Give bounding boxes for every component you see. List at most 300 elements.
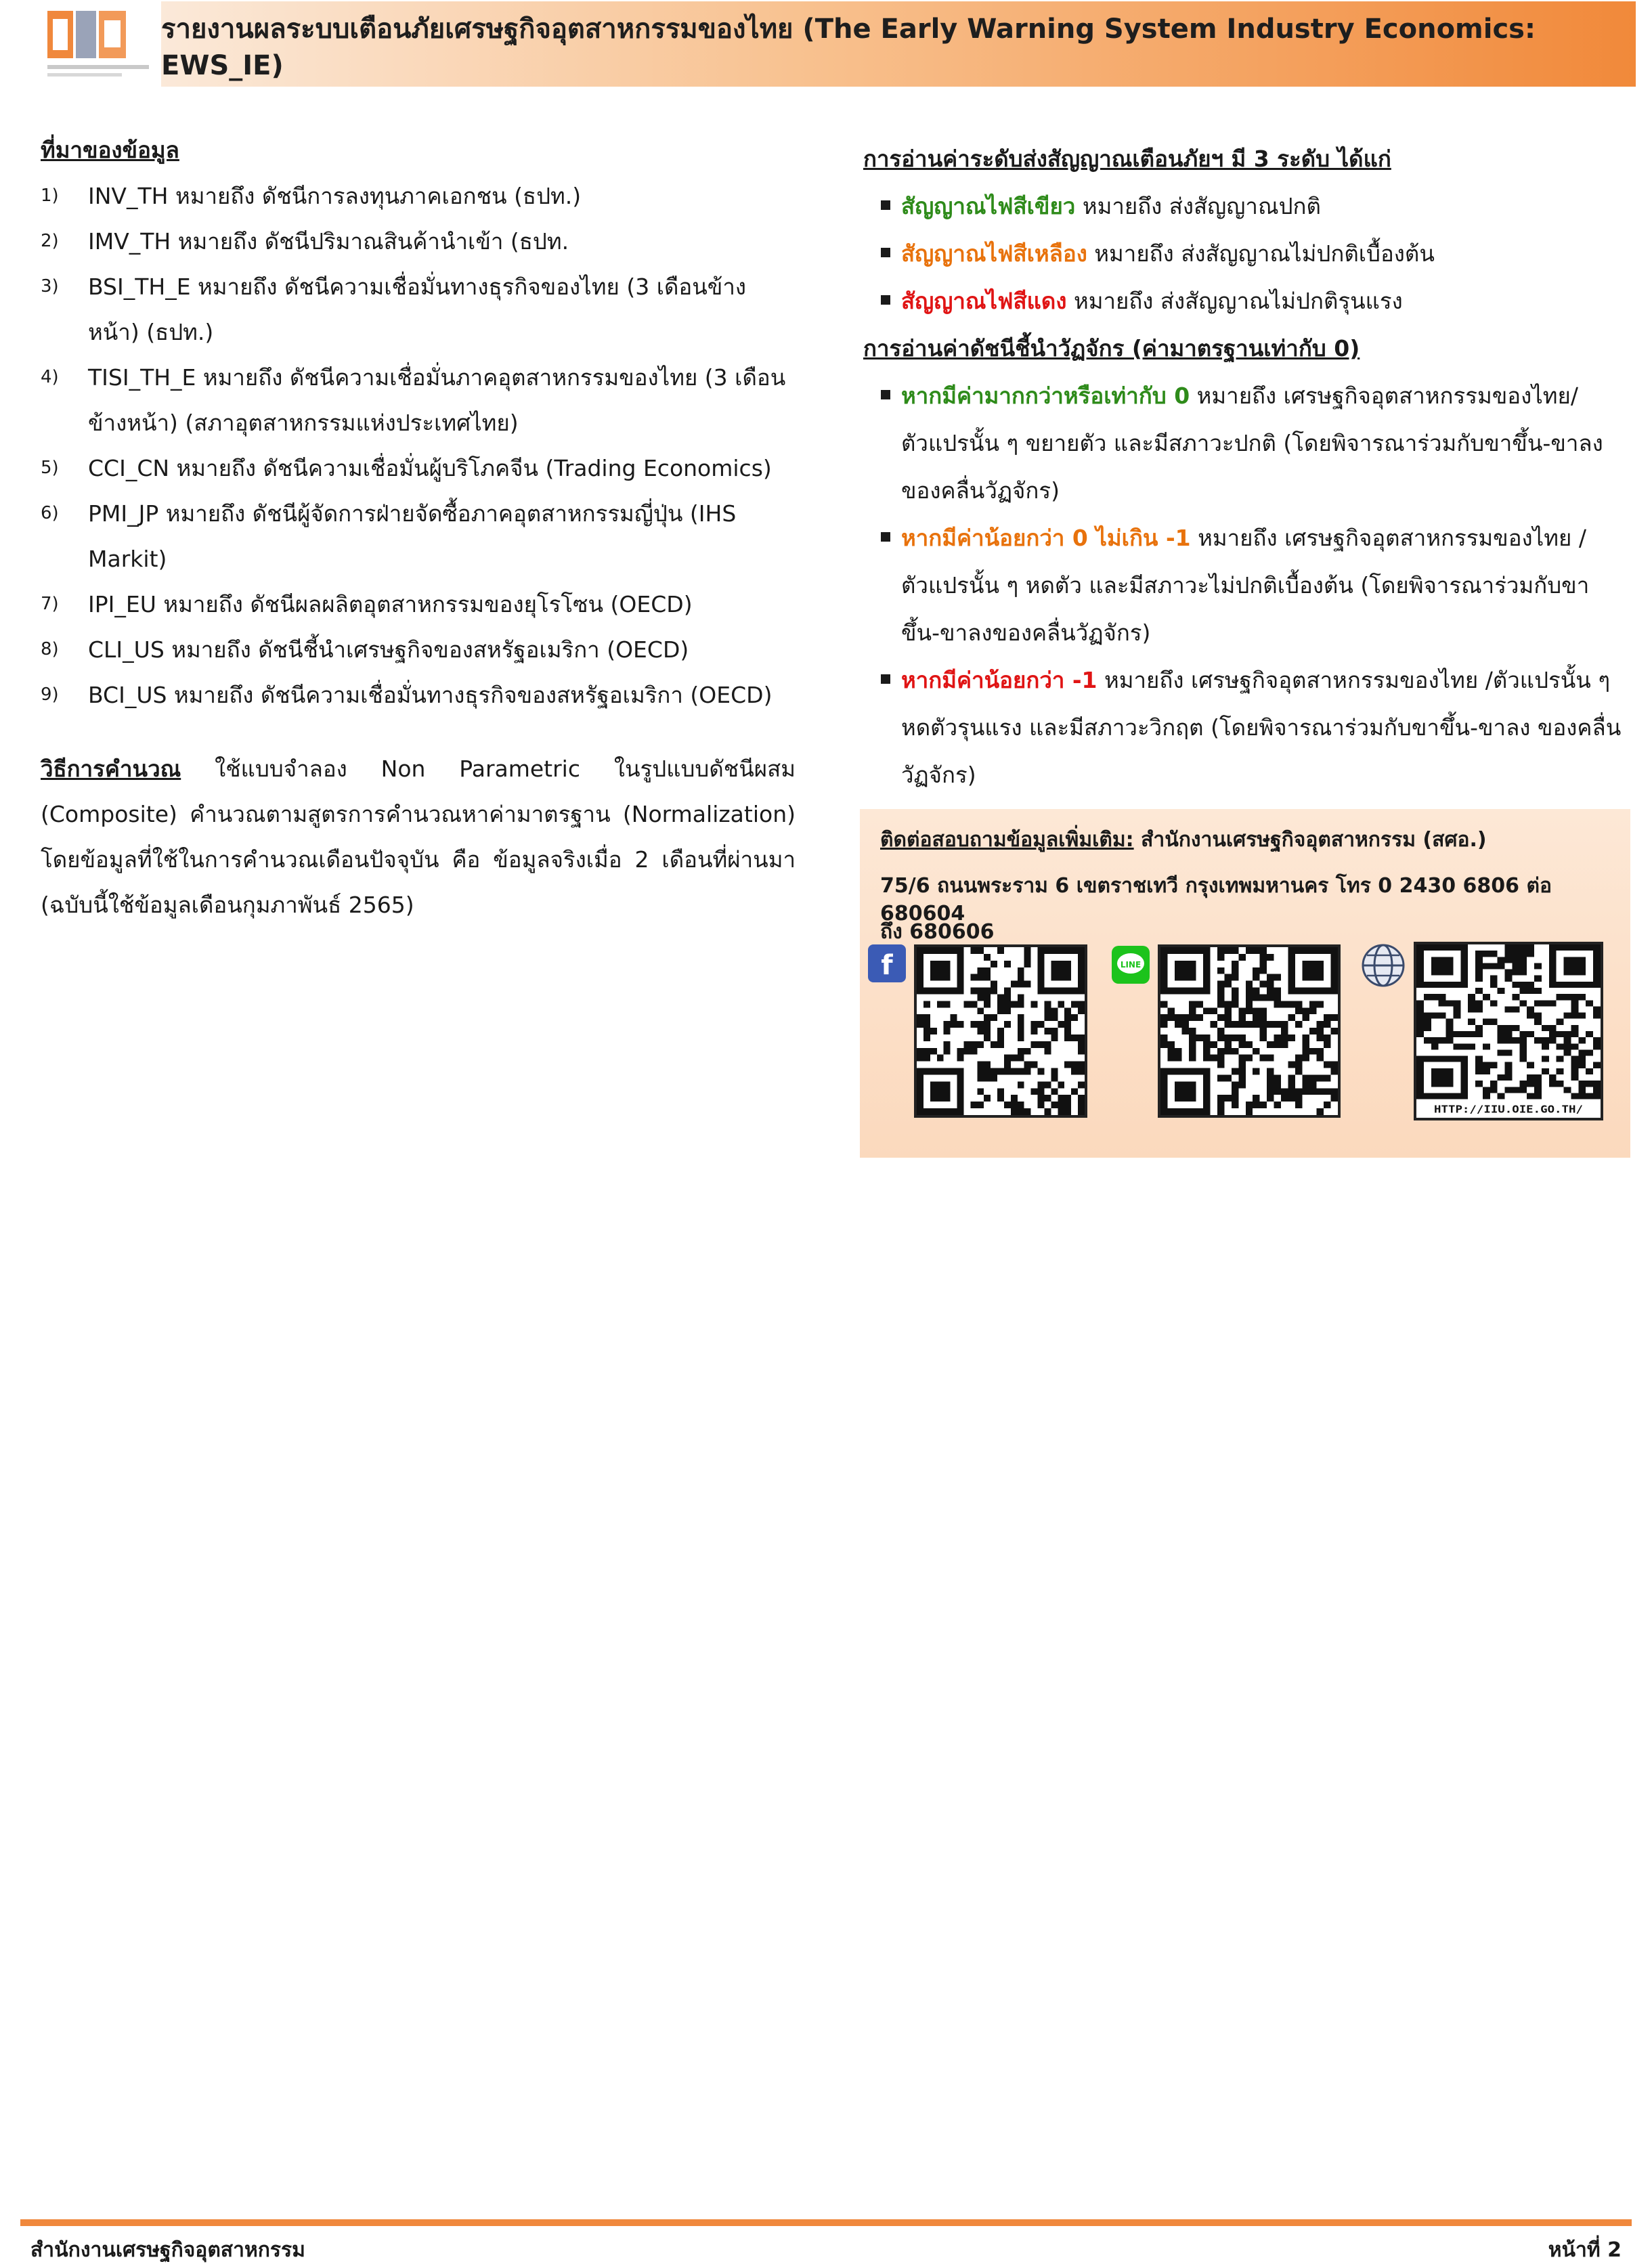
qr-module (1557, 1081, 1564, 1087)
qr-module (930, 1081, 951, 1102)
qr-module (1281, 1088, 1288, 1095)
bullet-square-icon (881, 248, 890, 257)
contact-box (860, 809, 1630, 1158)
qr-module (970, 974, 977, 981)
qr-module (1260, 954, 1267, 961)
qr-module (1044, 1108, 1051, 1115)
qr-module (1468, 1019, 1475, 1025)
qr-module (1031, 1088, 1038, 1095)
svg-text:f: f (881, 950, 893, 981)
qr-module (1217, 1048, 1224, 1055)
qr-module (1260, 994, 1267, 1001)
contact-address: 75/6 ถนนพระราม 6 เขตราชเทวี กรุงเทพมหานคร โทร 0 2430 6806 ต่อ 680604 (880, 874, 1552, 925)
qr-module (1274, 1034, 1281, 1041)
qr-module (1224, 1074, 1231, 1081)
qr-module (991, 961, 997, 967)
qr-module (923, 1048, 930, 1055)
line-app-icon[interactable] (1112, 946, 1150, 984)
website-qr-caption: HTTP://IIU.OIE.GO.TH/ (1434, 1104, 1583, 1116)
qr-module (1303, 961, 1324, 981)
qr-module (1031, 1062, 1038, 1068)
qr-module (1038, 1095, 1045, 1102)
qr-module (1549, 1000, 1557, 1006)
qr-module (997, 994, 1004, 1001)
qr-module (1281, 1041, 1288, 1048)
qr-module (1475, 963, 1483, 969)
qr-module (1593, 1043, 1601, 1049)
qr-module (1246, 988, 1253, 995)
qr-module (1317, 1034, 1324, 1041)
qr-module (1564, 1087, 1571, 1093)
qr-module (1018, 1048, 1024, 1055)
qr-module (1078, 1041, 1085, 1048)
qr-module (1593, 1006, 1601, 1012)
website-qr-code[interactable] (1414, 942, 1603, 1120)
qr-module (1196, 1034, 1202, 1041)
qr-module (1232, 1034, 1238, 1041)
qr-module (1189, 1007, 1196, 1014)
qr-module (1483, 963, 1490, 969)
qr-module (1331, 1014, 1338, 1021)
qr-module (1593, 1081, 1601, 1087)
qr-module (1527, 1031, 1534, 1037)
qr-module (1203, 1034, 1210, 1041)
qr-module (1468, 1031, 1475, 1037)
qr-module (1483, 1062, 1490, 1068)
qr-module (984, 1068, 991, 1075)
qr-module (1453, 1006, 1460, 1012)
qr-module (1288, 1001, 1295, 1007)
qr-module (1217, 1095, 1224, 1102)
qr-module (997, 1068, 1004, 1075)
qr-module (1578, 1081, 1586, 1087)
item-text: หมายถึง ส่งสัญญาณไม่ปกติเบื้องต้น (1087, 240, 1435, 267)
bullet-square-icon (881, 295, 890, 305)
qr-module (1519, 969, 1527, 976)
qr-module (1586, 1000, 1593, 1006)
qr-module (1534, 976, 1542, 982)
list-item (41, 672, 796, 718)
qr-module (1224, 974, 1231, 981)
qr-module (1260, 1028, 1267, 1034)
qr-module (1253, 1007, 1259, 1014)
qr-module (1224, 947, 1231, 954)
qr-module (1295, 1062, 1302, 1068)
item-text: หมายถึง เศรษฐกิจอุตสาหกรรมของไทย /ตัวแปรนั้น ๆ หดตัวรุนแรง และมีสภาวะวิกฤต (โดยพิจารณาร่วมกับขาขึ้น-ขาลง ของคลื่นวัฏจักร) (901, 667, 1622, 788)
qr-module (1175, 1014, 1181, 1021)
qr-module (1238, 1007, 1245, 1014)
qr-module (1232, 974, 1238, 981)
qr-module (1416, 1025, 1424, 1031)
qr-module (1064, 1028, 1071, 1034)
contact-heading-line (880, 824, 1487, 856)
red-signal-label: สัญญาณไฟสีแดง (901, 288, 1067, 314)
qr-module (1167, 1055, 1174, 1062)
qr-module (1011, 1068, 1018, 1075)
qr-module (977, 1028, 984, 1034)
qr-module (1232, 1081, 1238, 1088)
qr-module (1078, 1007, 1085, 1014)
item-number: 1) (41, 186, 59, 206)
qr-module (963, 1001, 970, 1007)
qr-module (1031, 1001, 1038, 1007)
qr-module (1253, 988, 1259, 995)
qr-module (1189, 1055, 1196, 1062)
qr-module (1217, 1062, 1224, 1068)
qr-module (1505, 1037, 1513, 1043)
qr-module (1217, 1014, 1224, 1021)
item-number: 8) (41, 639, 59, 659)
item-text: TISI_TH_E หมายถึง ดัชนีความเชื่อมั่นภาคอุตสาหกรรมของไทย (3 เดือนข้างหน้า) (สภาอุตสาหกรรมแห่งประเทศไทย) (88, 364, 786, 436)
qr-module (1018, 1001, 1024, 1007)
qr-module (1534, 988, 1542, 994)
qr-module (1490, 1062, 1498, 1068)
qr-module (1281, 1095, 1288, 1102)
item-text: หมายถึง เศรษฐกิจอุตสาหกรรมของไทย/ ตัวแปรนั้น ๆ ขยายตัว และมีสภาวะปกติ (โดยพิจารณาร่วมกับขาขึ้น-ขาลงของคลื่นวัฏจักร) (901, 383, 1603, 504)
qr-module (1519, 951, 1527, 957)
qr-module (1246, 994, 1253, 1001)
qr-module (1519, 1087, 1527, 1093)
qr-module (1058, 1081, 1064, 1088)
list-item (41, 264, 796, 355)
qr-module (1078, 1034, 1085, 1041)
qr-module (1224, 1007, 1231, 1014)
qr-module (1498, 1093, 1505, 1099)
qr-module (1238, 954, 1245, 961)
qr-module (1024, 981, 1031, 988)
qr-module (1210, 1021, 1217, 1028)
qr-module (1051, 1068, 1058, 1075)
qr-module (1505, 951, 1513, 957)
qr-module (1260, 1021, 1267, 1028)
qr-module (1578, 1093, 1586, 1099)
qr-module (997, 1095, 1004, 1102)
qr-module (977, 1062, 984, 1068)
qr-module (1018, 981, 1024, 988)
qr-module (1246, 947, 1253, 954)
qr-module (1064, 1102, 1071, 1108)
qr-module (997, 1041, 1004, 1048)
qr-module (970, 1102, 977, 1108)
qr-module (1260, 1014, 1267, 1021)
qr-module (930, 1028, 937, 1034)
qr-module (1527, 982, 1534, 988)
qr-module (1078, 1102, 1085, 1108)
qr-module (1498, 957, 1505, 963)
qr-module (1549, 1031, 1557, 1037)
qr-module (1324, 1034, 1330, 1041)
qr-module (1274, 988, 1281, 995)
qr-module (1431, 1037, 1439, 1043)
qr-module (1557, 1068, 1564, 1074)
qr-module (1331, 1088, 1338, 1095)
qr-module (1317, 1021, 1324, 1028)
qr-module (1331, 1028, 1338, 1034)
item-text: BCI_US หมายถึง ดัชนีความเชื่อมั่นทางธุรกิจของสหรัฐอเมริกา (OECD) (88, 682, 773, 708)
qr-module (1189, 1034, 1196, 1041)
facebook-qr-code[interactable] (914, 944, 1087, 1118)
qr-module (1295, 1088, 1302, 1095)
qr-module (1004, 988, 1011, 995)
qr-module (1018, 1081, 1024, 1088)
item-number: 4) (41, 367, 59, 387)
qr-module (1303, 1048, 1309, 1055)
qr-module (1416, 1031, 1424, 1037)
qr-module (1217, 1074, 1224, 1081)
qr-module (1303, 1014, 1309, 1021)
qr-module (1578, 1056, 1586, 1062)
cycle-red-label: หากมีค่าน้อยกว่า -1 (901, 667, 1097, 693)
qr-module (1578, 1049, 1586, 1055)
list-item (863, 372, 1622, 515)
qr-module (1267, 1095, 1274, 1102)
list-item (863, 657, 1622, 799)
qr-module (1004, 1055, 1011, 1062)
qr-module (1512, 963, 1519, 969)
qr-module (1260, 1055, 1267, 1062)
qr-module (1064, 1062, 1071, 1068)
qr-module (1571, 1031, 1578, 1037)
qr-module (1564, 1031, 1571, 1037)
qr-module (1288, 1074, 1295, 1081)
qr-module (1217, 967, 1224, 974)
qr-module (1317, 1001, 1324, 1007)
qr-module (1571, 1000, 1578, 1006)
qr-module (1512, 994, 1519, 1000)
qr-module (1078, 1068, 1085, 1075)
qr-module (1031, 1041, 1038, 1048)
qr-module (1196, 1001, 1202, 1007)
qr-module (1586, 1093, 1593, 1099)
qr-module (1288, 1081, 1295, 1088)
qr-module (1431, 1013, 1439, 1019)
qr-module (1018, 1108, 1024, 1115)
qr-module (1078, 1095, 1085, 1102)
report-title-bar (161, 1, 1636, 87)
qr-module (1064, 1095, 1071, 1102)
qr-module (1331, 1068, 1338, 1075)
qr-module (1586, 1068, 1593, 1074)
qr-module (1439, 1000, 1446, 1006)
qr-module (1446, 1025, 1454, 1031)
qr-module (1446, 1031, 1454, 1037)
qr-module (1210, 1041, 1217, 1048)
qr-module (1004, 961, 1011, 967)
qr-module (1024, 1062, 1031, 1068)
signals-heading: การอ่านค่าระดับส่งสัญญาณเตือนภัยฯ มี 3 ระดับ ได้แก่ (863, 146, 1391, 172)
qr-module (1519, 963, 1527, 969)
contact-org: สำนักงานเศรษฐกิจอุตสาหกรรม (สศอ.) (1133, 828, 1487, 852)
qr-module (1018, 1102, 1024, 1108)
qr-module (997, 1028, 1004, 1034)
qr-module (984, 1062, 991, 1068)
qr-module (1246, 981, 1253, 988)
qr-module (1267, 1041, 1274, 1048)
list-item (863, 278, 1622, 325)
qr-module (977, 967, 984, 974)
qr-module (984, 954, 991, 961)
list-item (41, 582, 796, 627)
qr-module (1267, 1081, 1274, 1088)
qr-module (1295, 1007, 1302, 1014)
qr-module (1303, 1088, 1309, 1095)
qr-module (1527, 988, 1534, 994)
qr-module (1519, 982, 1527, 988)
qr-module (1071, 1014, 1078, 1021)
qr-module (1593, 1013, 1601, 1019)
qr-module (1303, 1074, 1309, 1081)
qr-module (1217, 988, 1224, 995)
qr-module (1564, 957, 1586, 975)
qr-module (1475, 1031, 1483, 1037)
qr-module (991, 1068, 997, 1075)
qr-module (1274, 974, 1281, 981)
qr-module (1483, 1019, 1490, 1025)
qr-module (1542, 1043, 1549, 1049)
qr-module (1475, 1025, 1483, 1031)
qr-module (1078, 1001, 1085, 1007)
qr-module (1175, 961, 1196, 981)
qr-module (1058, 1108, 1064, 1115)
qr-module (991, 1041, 997, 1048)
qr-module (1468, 994, 1475, 1000)
qr-module (1288, 1095, 1295, 1102)
qr-module (1564, 1037, 1571, 1043)
qr-module (1238, 1055, 1245, 1062)
page-header (0, 0, 1652, 95)
qr-module (1416, 1006, 1424, 1012)
qr-module (1534, 1013, 1542, 1019)
qr-module (1519, 1037, 1527, 1043)
qr-module (917, 1014, 923, 1021)
qr-module (1260, 967, 1267, 974)
qr-module (1267, 994, 1274, 1001)
qr-module (1018, 974, 1024, 981)
qr-module (1274, 1001, 1281, 1007)
qr-module (997, 1034, 1004, 1041)
qr-module (1519, 1081, 1527, 1087)
qr-module (1453, 1031, 1460, 1037)
qr-module (1253, 1021, 1259, 1028)
qr-module (1505, 1062, 1513, 1068)
qr-module (1317, 1055, 1324, 1062)
qr-module (977, 1021, 984, 1028)
qr-module (1527, 951, 1534, 957)
contact-address-2: ถึง 680606 (880, 920, 995, 944)
qr-module (1004, 1001, 1011, 1007)
qr-module (1058, 1095, 1064, 1102)
cycle-green-label: หากมีค่ามากกว่าหรือเท่ากับ 0 (901, 383, 1190, 409)
qr-module (970, 1048, 977, 1055)
qr-module (1253, 1014, 1259, 1021)
qr-module (1038, 1041, 1045, 1048)
list-item (41, 627, 796, 672)
qr-module (1038, 1081, 1045, 1088)
qr-module (1505, 1068, 1513, 1074)
qr-module (1317, 1074, 1324, 1081)
qr-module (984, 988, 991, 995)
qr-module (1527, 1062, 1534, 1068)
qr-module (1324, 1102, 1330, 1108)
qr-module (1571, 1043, 1578, 1049)
list-item (41, 445, 796, 491)
qr-module (930, 1048, 937, 1055)
qr-module (1460, 1043, 1468, 1049)
qr-module (1505, 944, 1513, 951)
qr-module (1267, 954, 1274, 961)
cycle-list (863, 372, 1622, 799)
item-text: CCI_CN หมายถึง ดัชนีความเชื่อมั่นผู้บริโภคจีน (Trading Economics) (88, 455, 772, 481)
qr-module (1593, 1093, 1601, 1099)
qr-module (1058, 1001, 1064, 1007)
qr-module (1483, 1043, 1490, 1049)
qr-module (1475, 1000, 1483, 1006)
qr-module (984, 994, 991, 1001)
qr-module (1439, 994, 1446, 1000)
qr-module (1267, 974, 1274, 981)
qr-module (1309, 1028, 1316, 1034)
qr-module (1475, 1056, 1483, 1062)
qr-module (1578, 1013, 1586, 1019)
qr-module (1024, 961, 1031, 967)
qr-module (1051, 1034, 1058, 1041)
qr-module (1505, 1031, 1513, 1037)
qr-module (1439, 1037, 1446, 1043)
qr-module (1571, 1062, 1578, 1068)
qr-module (1303, 1007, 1309, 1014)
qr-module (1309, 1048, 1316, 1055)
qr-module (1549, 1081, 1557, 1087)
qr-module (923, 1055, 930, 1062)
qr-module (1004, 1062, 1011, 1068)
qr-module (963, 1048, 970, 1055)
qr-module (1505, 1087, 1513, 1093)
qr-module (1303, 1041, 1309, 1048)
qr-module (1564, 1049, 1571, 1055)
qr-module (1498, 1049, 1505, 1055)
item-number: 6) (41, 503, 59, 523)
qr-module (1534, 963, 1542, 969)
qr-module (1175, 1021, 1181, 1028)
qr-module (1512, 944, 1519, 951)
qr-module (997, 1001, 1004, 1007)
qr-module (1260, 1034, 1267, 1041)
qr-module (1018, 994, 1024, 1001)
qr-module (1557, 1019, 1564, 1025)
facebook-icon[interactable] (868, 944, 906, 982)
qr-module (997, 947, 1004, 954)
qr-module (1044, 1007, 1051, 1014)
qr-module (977, 1068, 984, 1075)
qr-module (1246, 1001, 1253, 1007)
qr-module (1295, 1055, 1302, 1062)
qr-module (1238, 1034, 1245, 1041)
qr-module (1024, 1108, 1031, 1115)
qr-module (1038, 1068, 1045, 1075)
line-qr-code[interactable] (1158, 944, 1341, 1118)
qr-module (1519, 1000, 1527, 1006)
qr-module (951, 1014, 957, 1021)
globe-icon[interactable] (1360, 942, 1407, 989)
qr-module (1224, 1048, 1231, 1055)
qr-module (1303, 1055, 1309, 1062)
qr-module (977, 1007, 984, 1014)
qr-module (1078, 1062, 1085, 1068)
qr-module (1024, 1068, 1031, 1075)
item-text: INV_TH หมายถึง ดัชนีการลงทุนภาคเอกชน (ธปท.) (88, 183, 582, 209)
qr-module (1483, 1068, 1490, 1074)
qr-module (1557, 994, 1564, 1000)
